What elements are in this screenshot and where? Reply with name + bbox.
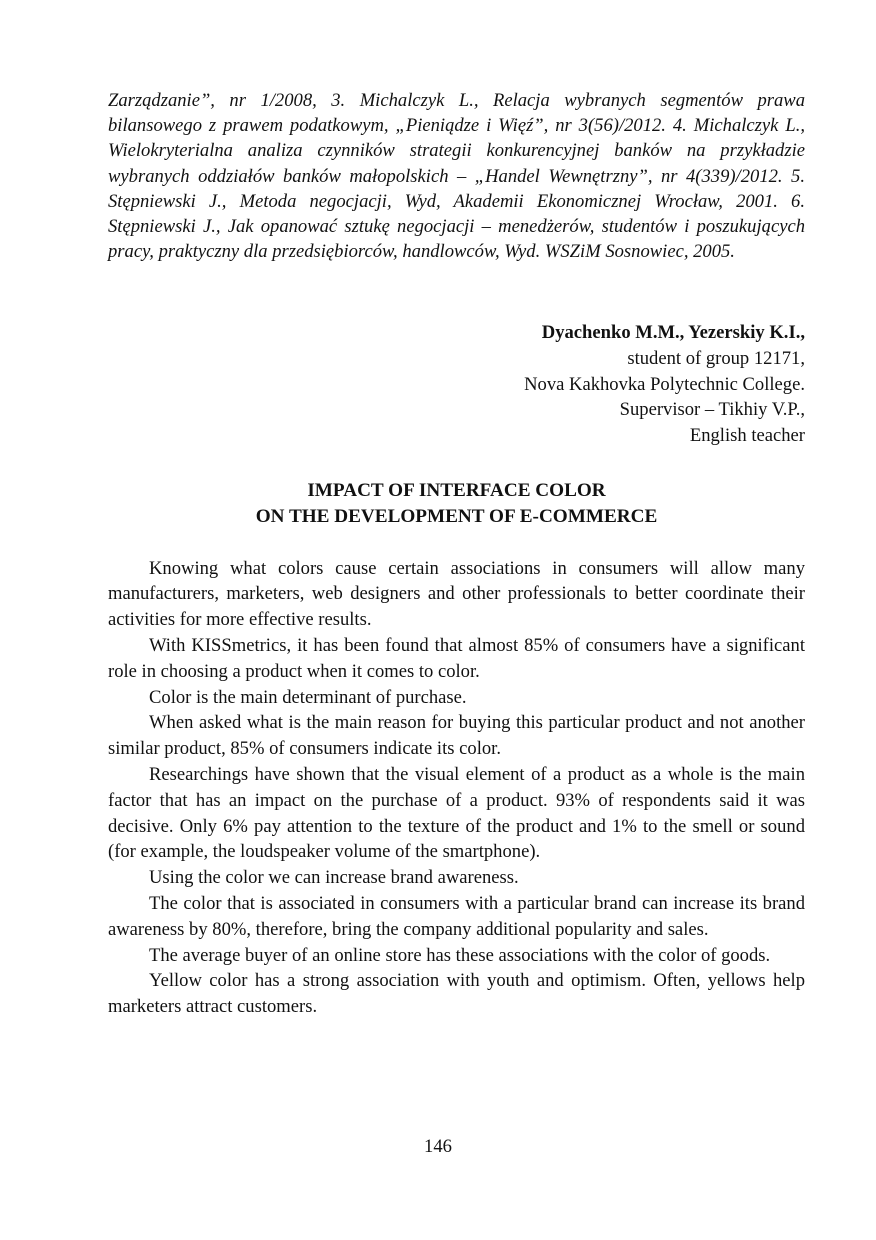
page-content bbox=[108, 88, 805, 1020]
page-number: 146 bbox=[424, 1136, 452, 1157]
title-line-2: ON THE DEVELOPMENT OF E-COMMERCE bbox=[255, 505, 658, 527]
paragraph: Using the color we can increase brand awareness. bbox=[149, 867, 519, 889]
author-block bbox=[108, 320, 805, 448]
paragraph: Knowing what colors cause certain associations in consumers will allow many manufacturers, marketers, web designers and other professionals to better coordinate their activities for more effective results. bbox=[108, 557, 805, 631]
supervisor: Supervisor – Tikhiy V.P., bbox=[619, 399, 805, 421]
paragraph: Researchings have shown that the visual element of a product as a whole is the main factor that has an impact on the purchase of a product. 93% of respondents said it was decisive. Only 6% pay attention to the texture of the product and 1% to the smell or sound (for example, the loudspeaker volume of the smartphone). bbox=[108, 763, 805, 863]
paragraph: With KISSmetrics, it has been found that almost 85% of consumers have a significant role in choosing a product when it comes to color. bbox=[108, 634, 805, 682]
paragraph: The average buyer of an online store has these associations with the color of goods. bbox=[149, 944, 771, 966]
author-names: Dyachenko M.M., Yezerskiy K.I., bbox=[541, 322, 805, 344]
paragraph: Yellow color has a strong association with youth and optimism. Often, yellows help marketers attract customers. bbox=[108, 970, 805, 1018]
author-group: student of group 12171, bbox=[627, 348, 805, 370]
references-continued: Zarządzanie”, nr 1/2008, 3. Michalczyk L., Relacja wybranych segmentów prawa bilansowego z prawem podatkowym, „Pieniądze i Więź”, nr 3(56)/2012. 4. Michalczyk L., Wielokryterialna analiza czynników strategii konkurencyjnej banków na przykładzie wybranych oddziałów banków małopolskich – „Handel Wewnętrzny”, nr 4(339)/2012. 5. Stępniewski J., Metoda negocjacji, Wyd, Akademii Ekonomicznej Wrocław, 2001. 6. Stępniewski J., Jak opanować sztukę negocjacji – menedżerów, studentów i poszukujących pracy, praktyczny dla przedsiębiorców, handlowców, Wyd. WSZiM Sosnowiec, 2005. bbox=[108, 90, 805, 263]
author-institution: Nova Kakhovka Polytechnic College. bbox=[524, 373, 805, 395]
paragraph: When asked what is the main reason for buying this particular product and not another similar product, 85% of consumers indicate its color. bbox=[108, 712, 805, 760]
supervisor-role: English teacher bbox=[689, 424, 805, 446]
article-title bbox=[108, 478, 805, 529]
paragraph: Color is the main determinant of purchase. bbox=[149, 686, 467, 708]
article-body bbox=[108, 556, 805, 1020]
title-line-1: IMPACT OF INTERFACE COLOR bbox=[307, 480, 606, 502]
paragraph: The color that is associated in consumers with a particular brand can increase its brand awareness by 80%, therefore, bring the company additional popularity and sales. bbox=[108, 892, 805, 940]
